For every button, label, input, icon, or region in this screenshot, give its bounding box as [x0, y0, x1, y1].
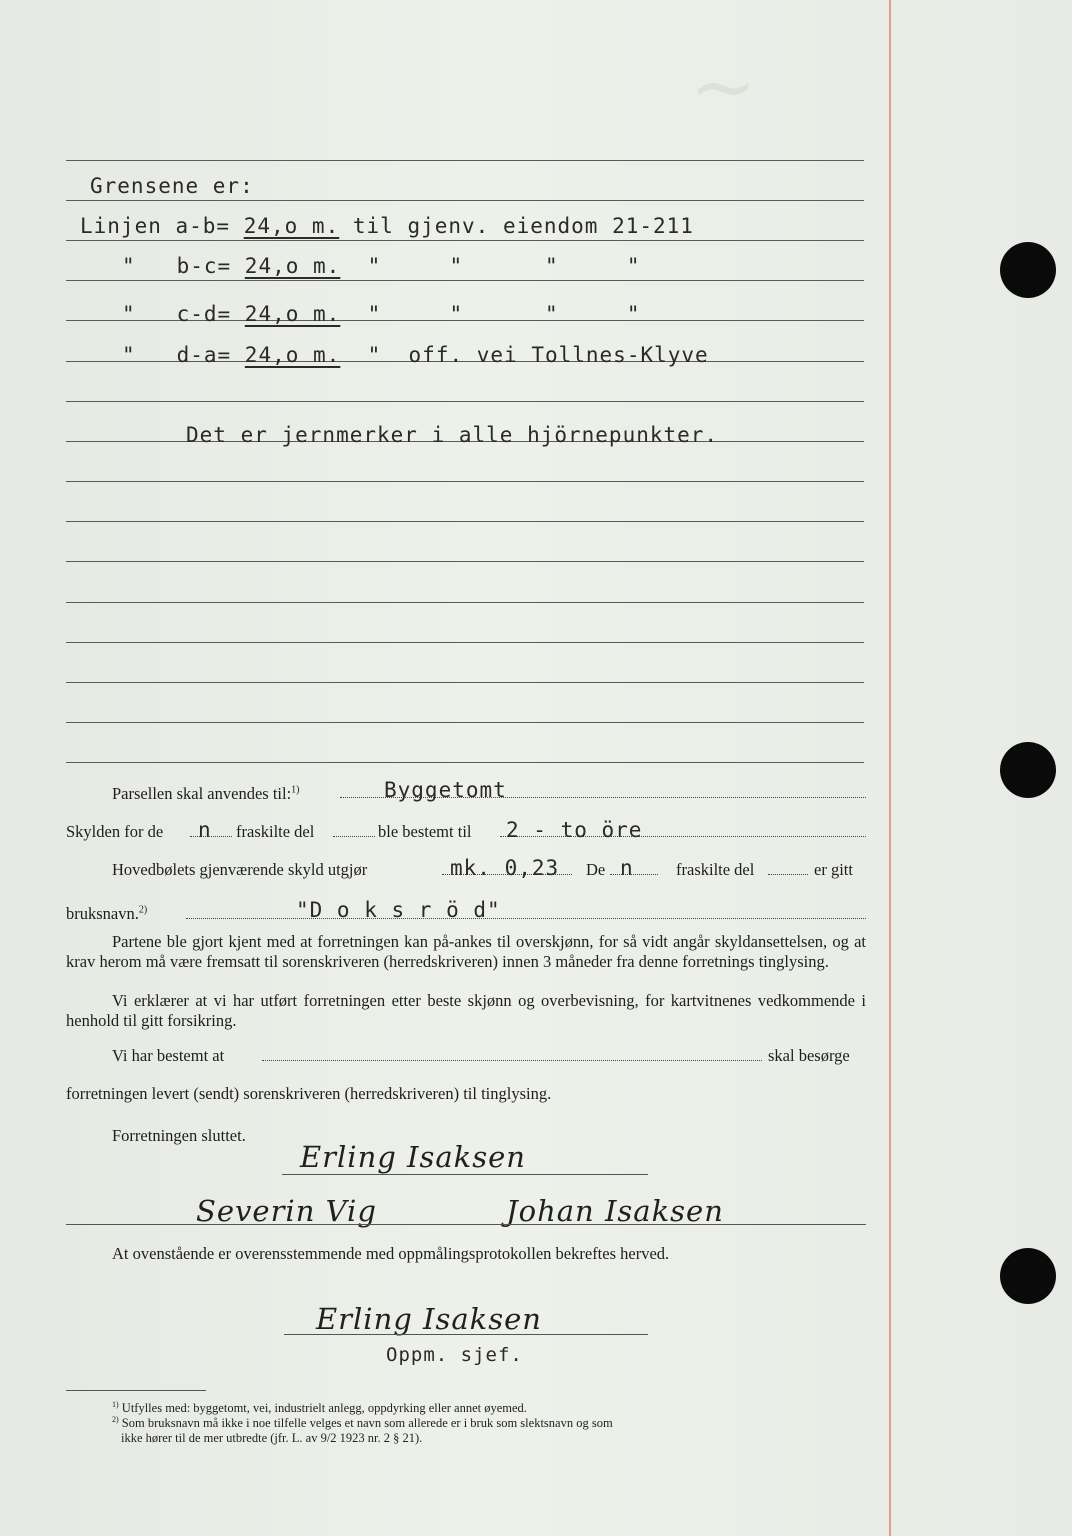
- bestemt-field-line: [262, 1060, 762, 1061]
- boundary-row: " d-a= 24,o m. " off. vei Tollnes-Klyve: [122, 343, 709, 367]
- use-value: Byggetomt: [384, 778, 507, 802]
- ruled-line: [66, 200, 864, 201]
- skyld-label-b: fraskilte del: [236, 822, 315, 841]
- footnote-1: $^{1)}$ Utfylles med: byggetomt, vei, industrielt anlegg, oppdyrking eller annet øyemed.: [112, 1400, 527, 1416]
- signature-line: [284, 1334, 648, 1335]
- hoved-label-b: De: [586, 860, 606, 879]
- punch-hole: [1000, 242, 1056, 298]
- signature: Erling Isaksen: [316, 1302, 542, 1336]
- signature: Erling Isaksen: [300, 1140, 526, 1174]
- ruled-line: [66, 602, 864, 603]
- punch-hole: [1000, 742, 1056, 798]
- hoved-label-c: fraskilte del: [676, 860, 755, 879]
- use-label: Parsellen skal anvendes til:$^{1)}$: [112, 784, 300, 803]
- bestemt-label-b: skal besørge: [768, 1046, 850, 1065]
- footnote-rule: [66, 1390, 206, 1391]
- appeal-paragraph: Partene ble gjort kjent med at forretningen kan på-ankes til overskjønn, for så vidt angår skyldansettelsen, og at krav herom må være fremsatt til sorenskriveren (herredskriveren) innen 3 måneder fra denne forretnings tinglysing.: [66, 932, 866, 971]
- signature: Severin Vig: [196, 1194, 377, 1228]
- skyld-value: 2 - to öre: [506, 818, 643, 842]
- signature: Johan Isaksen: [506, 1194, 724, 1228]
- ruled-line: [66, 682, 864, 683]
- hoved-label-d: er gitt: [814, 860, 853, 879]
- bruk-value: "D o k s r ö d": [296, 898, 501, 922]
- ruled-line: [66, 481, 864, 482]
- signature-line: [66, 1224, 866, 1225]
- bestemt-label: Vi har bestemt at: [112, 1046, 225, 1065]
- iron-markers-note: Det er jernmerker i alle hjörnepunkter.: [186, 423, 719, 447]
- skyld-label: Skylden for de: [66, 822, 164, 841]
- signer-title: Oppm. sjef.: [386, 1344, 523, 1366]
- ruled-line: [66, 561, 864, 562]
- sluttet-text: Forretningen sluttet.: [112, 1126, 246, 1145]
- margin-line: [889, 0, 891, 1536]
- ruled-line: [66, 762, 864, 763]
- hoved-value: mk. 0,23: [450, 856, 560, 880]
- ruled-line: [66, 521, 864, 522]
- ruled-line: [66, 642, 864, 643]
- hoved-label: Hovedbølets gjenværende skyld utgjør: [112, 860, 368, 879]
- bruk-field-line: [186, 918, 866, 919]
- bleed-through: ~: [690, 40, 758, 133]
- boundary-row: Linjen a-b= 24,o m. til gjenv. eiendom 21-211: [80, 214, 694, 238]
- field-line: [610, 874, 658, 875]
- punch-hole: [1000, 1248, 1056, 1304]
- field-line: [768, 874, 808, 875]
- boundary-row: " c-d= 24,o m. " " " ": [122, 302, 641, 326]
- levert-text: forretningen levert (sendt) sorenskriveren (herredskriveren) til tinglysing.: [66, 1084, 552, 1103]
- skyld-suffix: n: [198, 818, 212, 842]
- footnote-2: $^{2)}$ Som bruksnavn må ikke i noe tilfelle velges et navn som allerede er i bruk som slektsnavn og som ikke hører til de mer utbredte (jfr. L. av 9/2 1923 nr. 2 § 21).: [112, 1415, 613, 1445]
- confirm-text: At ovenstående er overensstemmende med oppmålingsprotokollen bekreftes herved.: [112, 1244, 670, 1263]
- ruled-line: [66, 401, 864, 402]
- hoved-suffix: n: [620, 856, 634, 880]
- ruled-line: [66, 160, 864, 161]
- ruled-line: [66, 240, 864, 241]
- ruled-line: [66, 722, 864, 723]
- bruk-label: bruksnavn.$^{2)}$: [66, 904, 148, 923]
- boundary-row: " b-c= 24,o m. " " " ": [122, 254, 641, 278]
- skyld-label-c: ble bestemt til: [378, 822, 472, 841]
- signature-line: [282, 1174, 648, 1175]
- field-line: [333, 836, 375, 837]
- declaration-paragraph: Vi erklærer at vi har utført forretningen etter beste skjønn og overbevisning, for kartvitnenes vedkommende i henhold til gitt forsikring.: [66, 991, 866, 1030]
- ruled-line: [66, 280, 864, 281]
- boundaries-heading: Grensene er:: [90, 174, 254, 198]
